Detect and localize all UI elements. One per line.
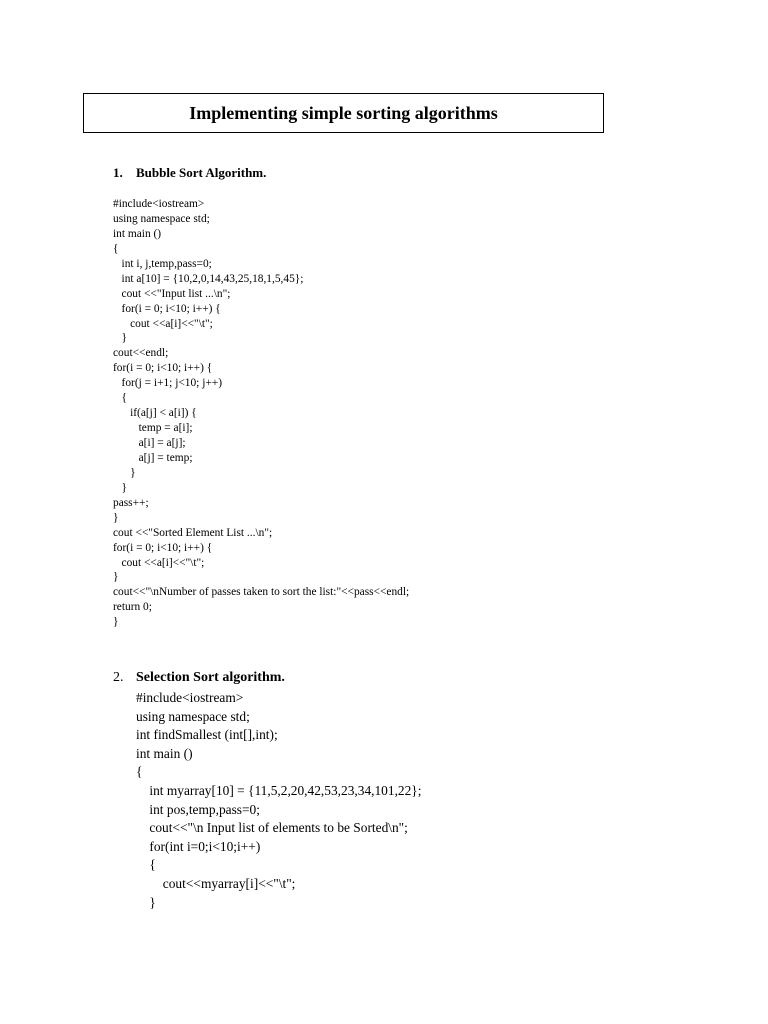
code-line: } — [136, 894, 156, 910]
code-line: if(a[j] < a[i]) { — [113, 407, 197, 420]
code-line: a[i] = a[j]; — [113, 437, 186, 449]
code-line: } — [113, 481, 128, 494]
section-heading-text: Selection Sort algorithm. — [136, 670, 285, 685]
code-line: { — [136, 764, 143, 780]
code-line: #include<iostream> — [136, 690, 244, 705]
code-line: { — [113, 242, 119, 255]
code-line: for(i = 0; i<10; i++) { — [113, 541, 213, 554]
code-line: int main () — [113, 227, 162, 240]
code-line: temp = a[i]; — [113, 422, 193, 435]
code-line: cout <<a[i]<<"\t"; — [113, 556, 205, 569]
section-number: 1. — [113, 165, 123, 180]
code-line: for(int i=0;i<10;i++) — [136, 838, 261, 854]
code-line: int findSmallest (int[],int); — [136, 727, 278, 743]
code-line: } — [113, 511, 119, 524]
code-line: cout <<"Input list ...\n"; — [113, 287, 231, 300]
code-line: pass++; — [113, 496, 149, 509]
code-line: int a[10] = {10,2,0,14,43,25,18,1,5,45}; — [113, 272, 304, 285]
code-line: int pos,temp,pass=0; — [136, 801, 260, 817]
section-number: 2. — [113, 670, 124, 685]
bubble-sort-code-block — [113, 197, 409, 630]
code-line: using namespace std; — [136, 708, 250, 724]
code-line: return 0; — [113, 601, 152, 614]
code-line: cout <<"Sorted Element List ...\n"; — [113, 526, 273, 539]
code-line: cout<<"\nNumber of passes taken to sort the list:"<<pass<<endl; — [113, 586, 410, 599]
code-line: cout<<myarray[i]<<"\t"; — [136, 875, 296, 891]
code-line: for(i = 0; i<10; i++) { — [113, 302, 221, 315]
code-line: { — [113, 392, 128, 405]
code-line: { — [136, 857, 156, 873]
code-line: int main () — [136, 745, 193, 761]
code-line: for(j = i+1; j<10; j++) — [113, 377, 222, 390]
code-line: for(i = 0; i<10; i++) { — [113, 362, 213, 375]
code-line: } — [113, 616, 119, 629]
code-line: cout<<"\n Input list of elements to be Sorted\n"; — [136, 820, 408, 836]
code-line: using namespace std; — [113, 212, 210, 225]
code-line: } — [113, 466, 136, 479]
code-line: int i, j,temp,pass=0; — [113, 257, 212, 270]
code-line: } — [113, 571, 119, 584]
title-box — [83, 93, 604, 133]
section-heading-text: Bubble Sort Algorithm. — [136, 165, 267, 180]
section-heading-bubble-sort — [113, 165, 266, 181]
code-line: a[j] = temp; — [113, 451, 193, 464]
code-line: #include<iostream> — [113, 198, 205, 210]
code-line: int myarray[10] = {11,5,2,20,42,53,23,34,101,22}; — [136, 782, 422, 798]
section-heading-selection-sort — [113, 670, 285, 686]
selection-sort-code-block — [136, 689, 421, 912]
code-line: cout<<endl; — [113, 347, 169, 360]
document-title: Implementing simple sorting algorithms — [189, 102, 498, 123]
code-line: } — [113, 332, 128, 345]
code-line: cout <<a[i]<<"\t"; — [113, 317, 213, 330]
